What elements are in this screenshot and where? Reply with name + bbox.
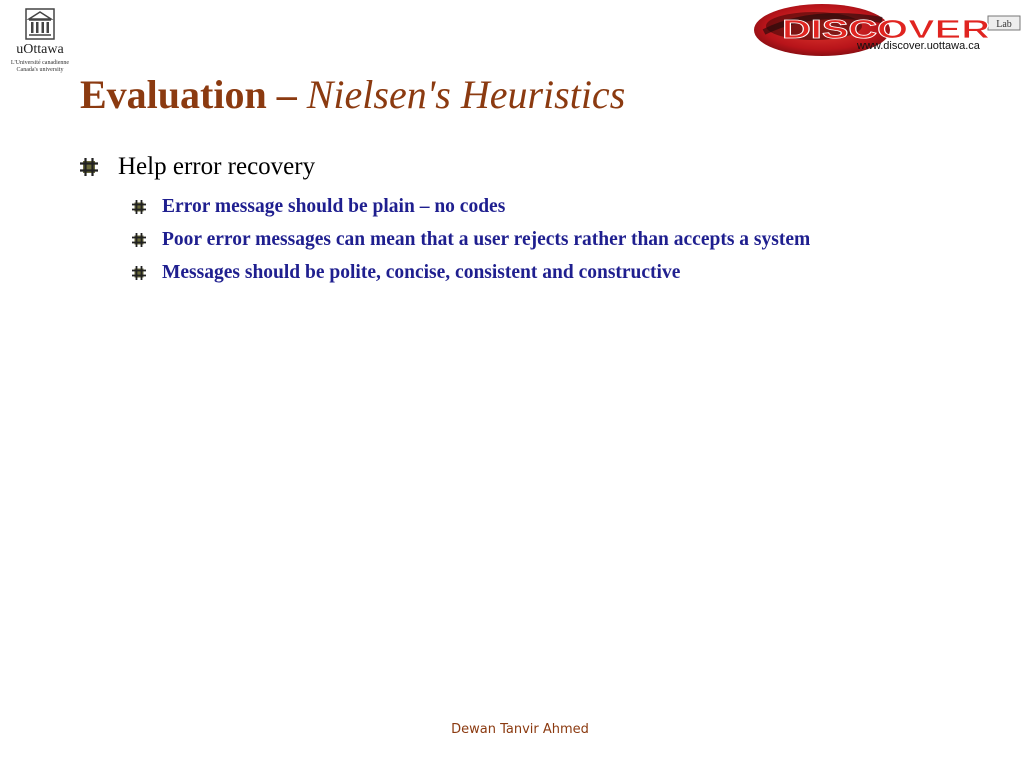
uottawa-tagline-fr: L'Université canadienne [10, 60, 70, 66]
sub-bullet-item [132, 190, 810, 223]
title-emphasis: Nielsen's Heuristics [306, 72, 626, 117]
parliament-building-icon [25, 8, 55, 40]
bullet-text: Help error recovery [118, 153, 316, 180]
bullet-marker-icon [80, 158, 98, 176]
sub-bullet-text: Messages should be polite, concise, consistent and constructive [162, 261, 681, 283]
discover-wordmark: DISCOVER [782, 14, 991, 44]
uottawa-logo [8, 8, 72, 74]
sub-bullet-item [132, 256, 810, 289]
discover-lab-logo [752, 2, 1022, 58]
sub-bullet-item [132, 223, 810, 256]
footer-author: Dewan Tanvir Ahmed [451, 722, 589, 737]
sub-bullet-text: Error message should be plain – no codes [162, 195, 506, 217]
sub-bullet-marker-icon [132, 200, 146, 214]
slide-title [80, 72, 625, 118]
discover-badge: Lab [996, 19, 1012, 30]
bullet-item [80, 152, 315, 182]
title-main: Evaluation – [80, 72, 307, 117]
sub-bullet-text: Poor error messages can mean that a user rejects rather than accepts a system [162, 228, 811, 250]
uottawa-tagline-en: Canada's university [16, 67, 64, 73]
sub-bullet-marker-icon [132, 266, 146, 280]
sub-bullet-marker-icon [132, 233, 146, 247]
uottawa-wordmark: uOttawa [16, 42, 64, 57]
uottawa-tagline [8, 60, 72, 74]
sub-bullet-list [132, 190, 810, 289]
discover-url: www.discover.uottawa.ca [857, 40, 980, 52]
